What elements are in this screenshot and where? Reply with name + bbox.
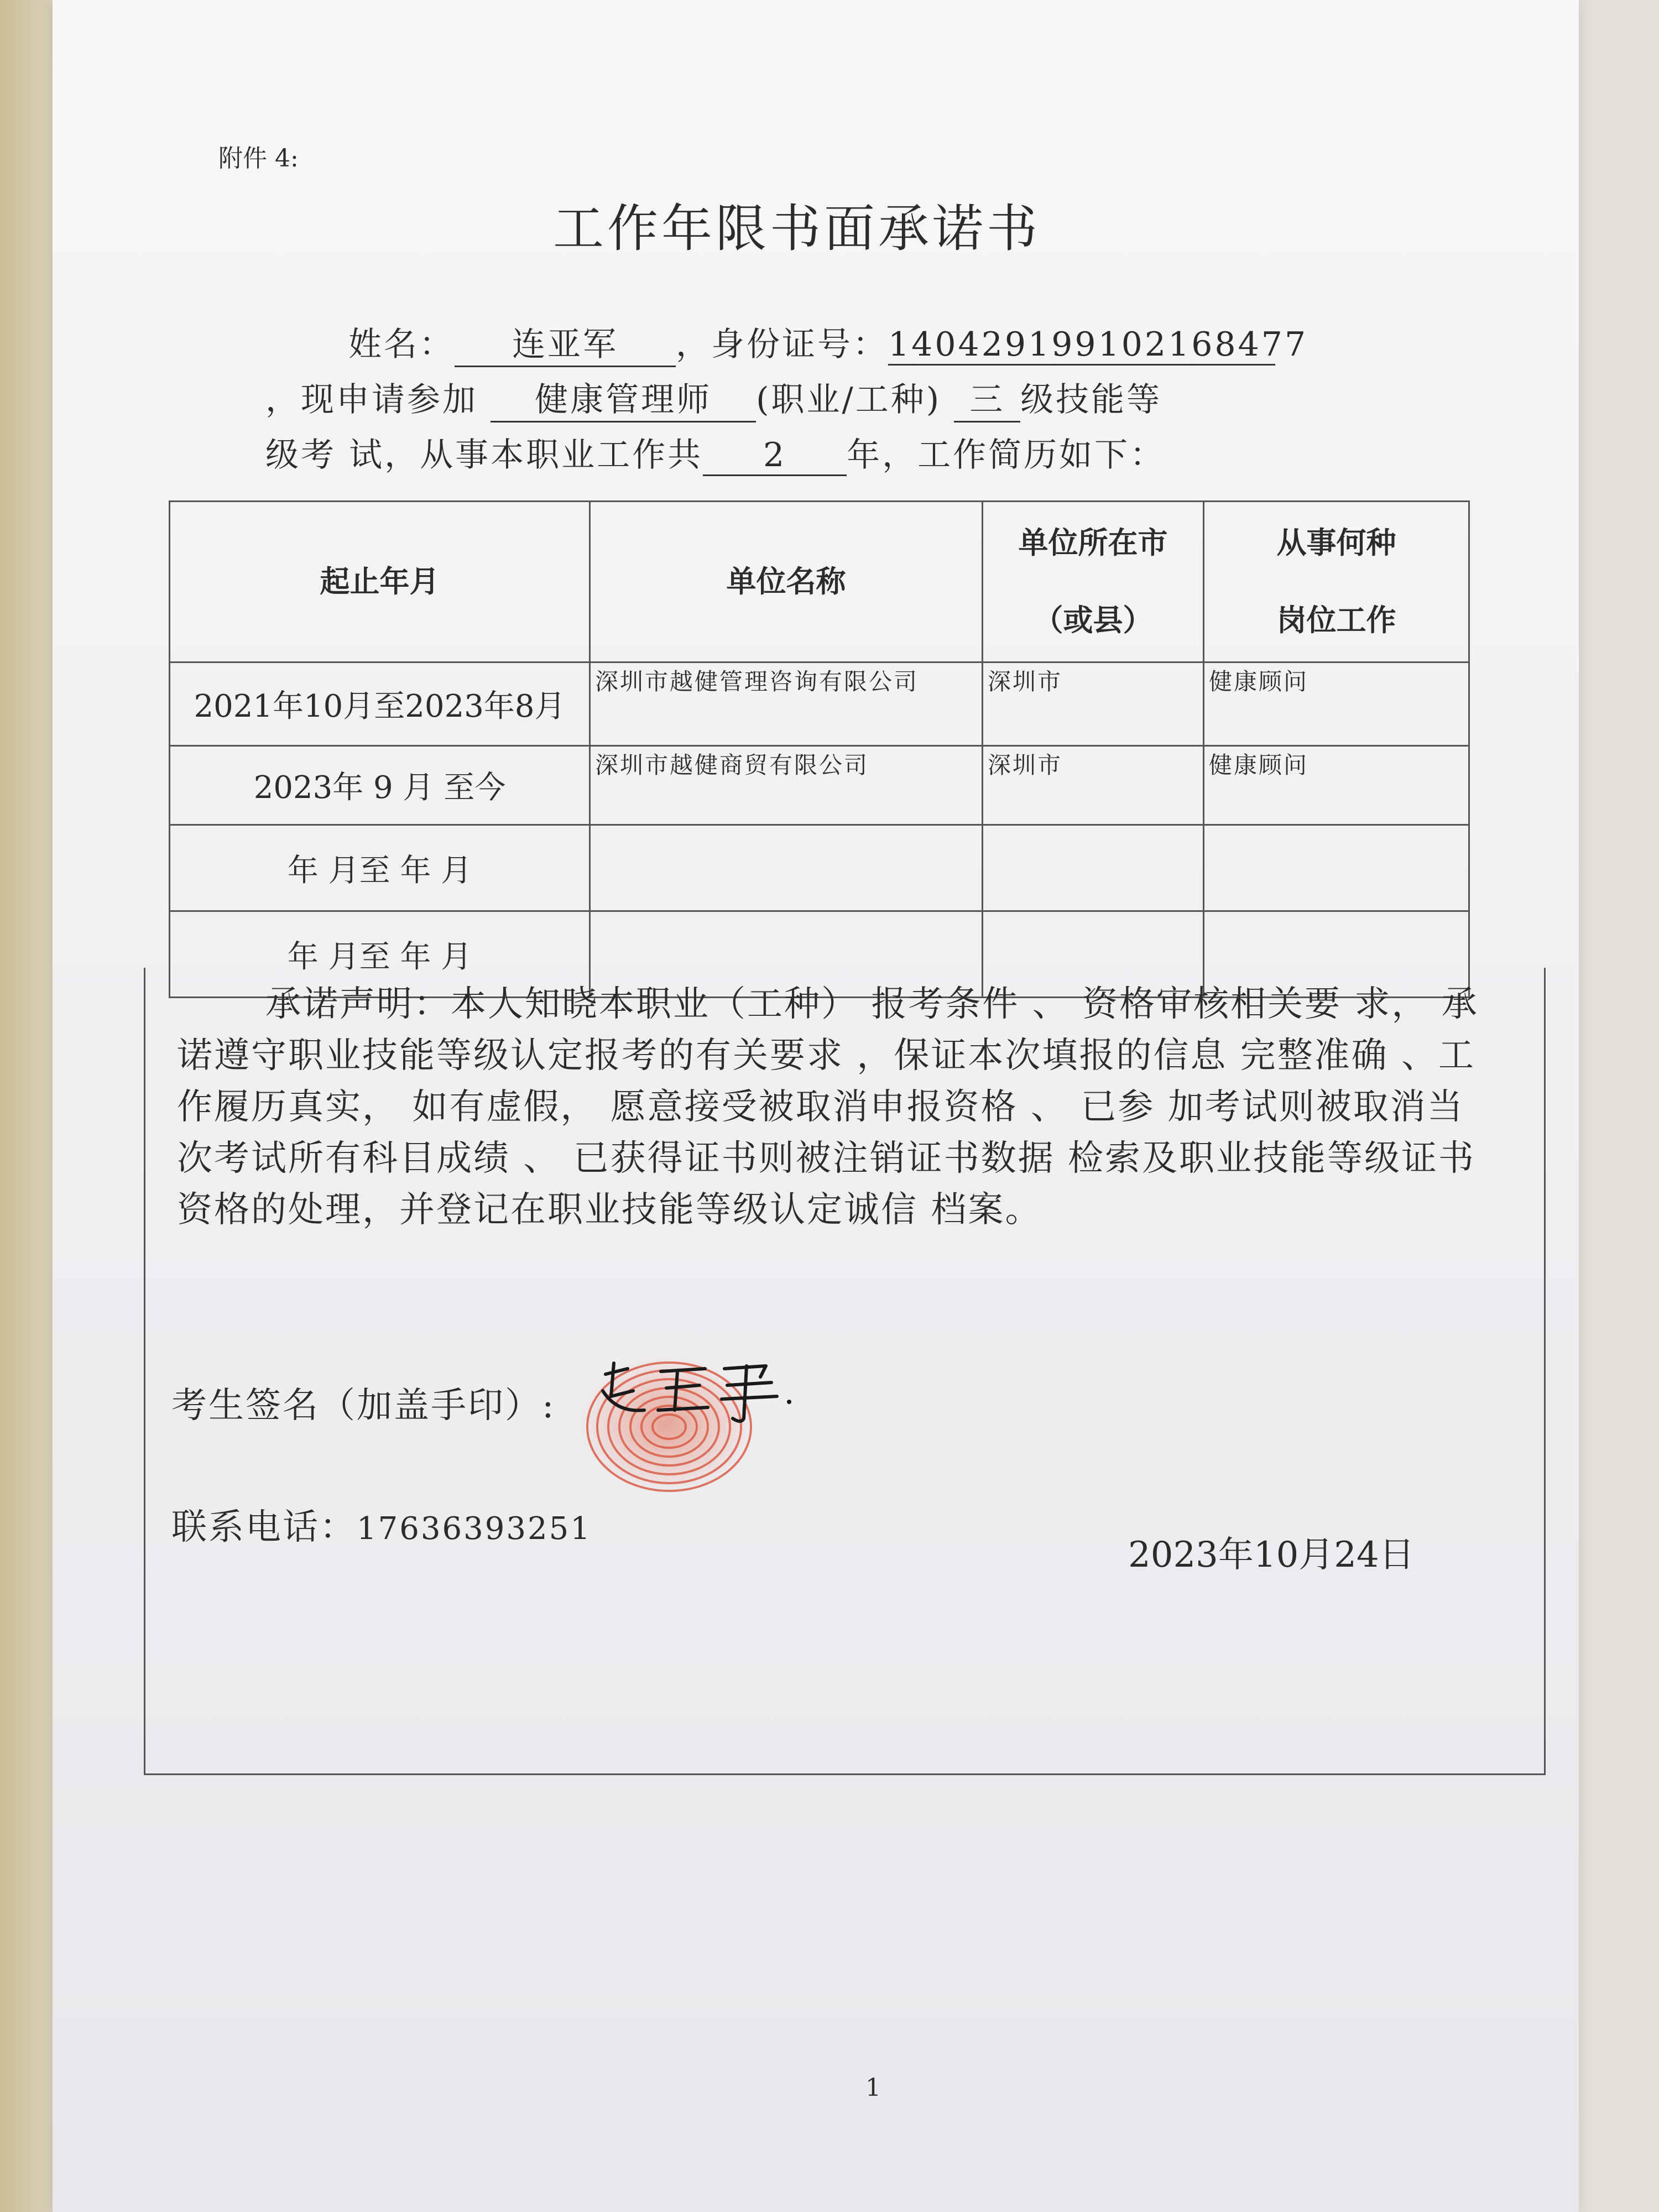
table-row <box>170 746 1469 825</box>
intro-line-2 <box>265 373 1162 422</box>
level-suffix: 级技能等 <box>1020 380 1162 419</box>
header-city-line2: （或县） <box>1033 603 1153 638</box>
intro-line-1 <box>348 318 1308 367</box>
table-row <box>170 662 1469 746</box>
line3-prefix: 级考 试，从事本职业工作共 <box>265 436 703 474</box>
header-position-line2: 岗位工作 <box>1276 603 1396 638</box>
occupation-value: 健康管理师 <box>491 373 756 422</box>
handwritten-signature <box>594 1358 794 1430</box>
name-label: 姓名： <box>348 325 455 364</box>
line3-suffix: 年，工作简历如下： <box>847 436 1166 474</box>
page-number: 1 <box>865 2074 881 2102</box>
company-cell <box>590 825 983 911</box>
id-label: ，身份证号： <box>676 325 888 364</box>
signature-label: 考生签名（加盖手印）: <box>171 1385 556 1426</box>
header-city <box>983 502 1204 662</box>
years-value: 2 <box>703 436 847 476</box>
phone-line <box>171 1499 592 1550</box>
company-cell: 深圳市越健商贸有限公司 <box>590 746 983 825</box>
period-cell: 年 月至 年 月 <box>170 911 590 998</box>
occupation-suffix: (职业/工种) <box>756 380 942 419</box>
intro-line-3 <box>265 429 1165 476</box>
id-value: 140429199102168477 <box>888 325 1275 366</box>
phone-value: 17636393251 <box>357 1511 592 1547</box>
apply-prefix: ，现申请参加 <box>265 380 478 419</box>
position-cell <box>1204 825 1469 911</box>
work-history-table <box>169 500 1470 998</box>
period-cell: 年 月至 年 月 <box>170 825 590 911</box>
city-cell: 深圳市 <box>983 662 1204 746</box>
header-position-line1: 从事何种 <box>1276 525 1396 560</box>
city-cell: 深圳市 <box>983 746 1204 825</box>
header-city-line1: 单位所在市 <box>1018 525 1168 560</box>
period-cell: 2023年 9 月 至今 <box>170 746 590 825</box>
phone-label: 联系电话： <box>171 1507 357 1548</box>
position-cell: 健康顾问 <box>1204 662 1469 746</box>
attachment-label: 附件 4: <box>218 144 299 173</box>
document-title: 工作年限书面承诺书 <box>553 199 1041 258</box>
level-value: 三 <box>954 373 1020 422</box>
header-company: 单位名称 <box>590 502 983 662</box>
name-value: 连亚军 <box>455 318 676 367</box>
city-cell <box>983 825 1204 911</box>
document-date: 2023年10月24日 <box>1128 1535 1415 1575</box>
period-cell: 2021年10月至2023年8月 <box>170 662 590 746</box>
company-cell: 深圳市越健管理咨询有限公司 <box>590 662 983 746</box>
position-cell: 健康顾问 <box>1204 746 1469 825</box>
header-position <box>1204 502 1469 662</box>
header-period: 起止年月 <box>170 502 590 662</box>
table-header-row <box>170 502 1469 662</box>
table-row <box>170 825 1469 911</box>
declaration-text: 承诺声明：本人知晓本职业（工种） 报考条件 、 资格审核相关要 求， 承诺遵守职业技能等级认定报考的有关要求 ，保证本次填报的信息 完整准确 、工作履历真实， 如有虚假， 愿意接受被取消申报资格 、 已参 加考试则被取消当次考试所有科目成绩 、 已获得证书则被注销证书数据 检索及职业技能等级证书资格的处理，并登记在职业技能等级认定诚信 档案。 <box>177 984 1479 1230</box>
